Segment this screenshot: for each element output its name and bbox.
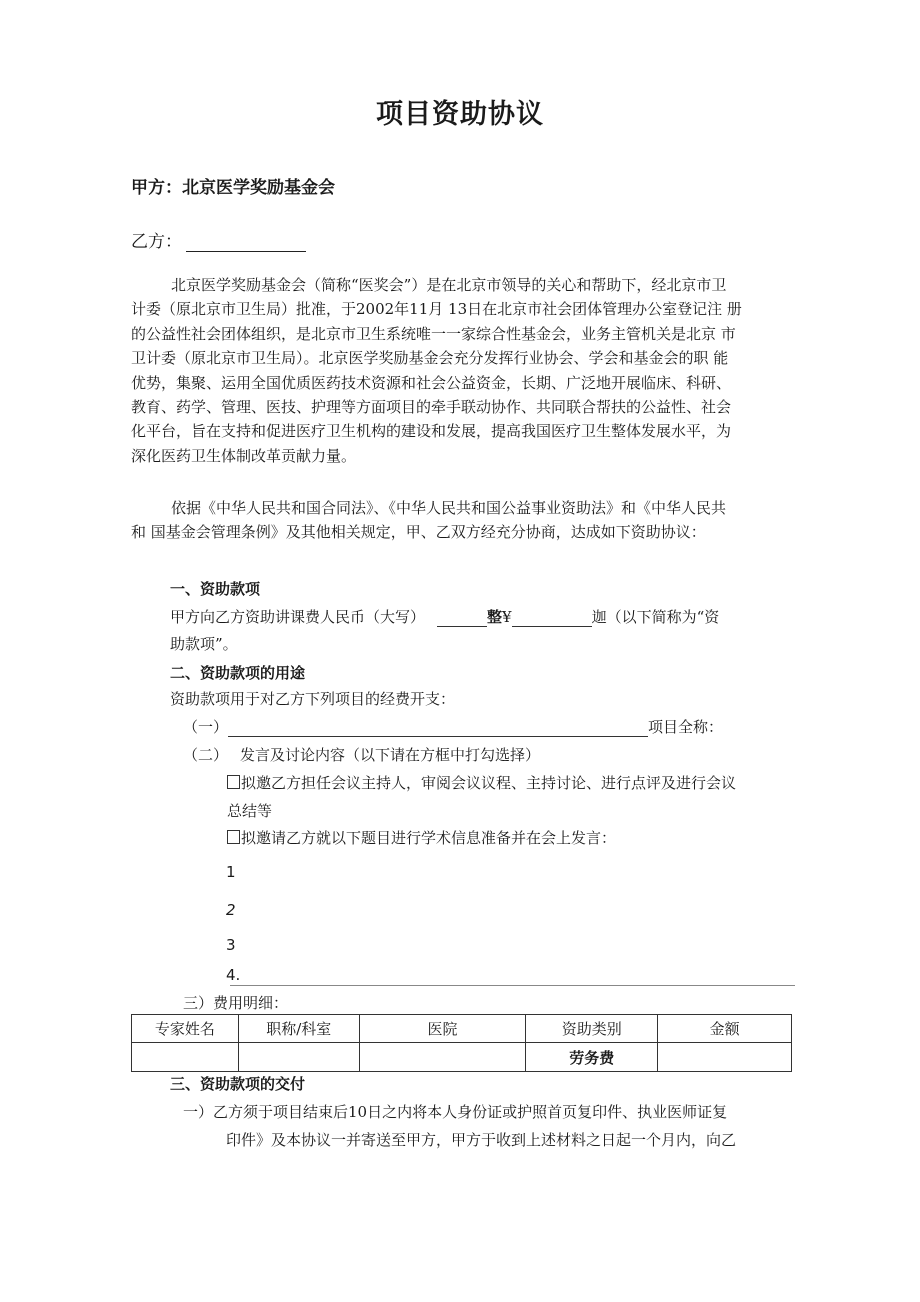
checkbox-speak-option[interactable] [227,830,240,844]
intro-line: 北京医学奖励基金会（简称“医奖会”）是在北京市领导的关心和帮助下，经北京市卫 [171,276,727,294]
section3-item1-line2: 印件》及本协议一并寄送至甲方，甲方于收到上述材料之日起一个月内，向乙 [226,1131,737,1149]
amount-whole-mark: 整 [487,608,503,626]
topic-3: 3 [226,936,236,954]
cell-hospital[interactable] [359,1043,526,1072]
amount-suffix: 迦（以下简称为“资 [591,608,720,626]
project-name-blank [228,720,648,737]
item1-suffix: 项目全称： [648,718,724,736]
party-a: 甲方：北京医学奖励基金会 [131,178,335,198]
basis-paragraph [131,496,795,545]
fee-heading: 三）费用明细： [183,994,289,1012]
fee-table-header-row [132,1015,792,1043]
yen-symbol: ¥ [502,608,512,626]
section3-item1-line1: 一）乙方须于项目结束后10日之内将本人身份证或护照首页复印件、执业医师证复 [183,1103,728,1121]
section2-item1 [183,716,723,737]
item2-text: 发言及讨论内容（以下请在方框中打勾选择） [240,746,541,764]
option-speak [227,827,616,848]
party-b [131,227,306,252]
fee-table [131,1014,792,1072]
party-b-blank [186,233,306,252]
amount-number-blank [512,610,592,627]
header-amount: 金额 [658,1015,792,1043]
section2-item2 [183,744,540,765]
basis-line: 和 国基金会管理条例》及其他相关规定，甲、乙双方经充分协商，达成如下资助协议： [131,523,706,542]
header-expert-name: 专家姓名 [132,1015,239,1043]
intro-line: 卫计委（原北京市卫生局）。北京医学奖励基金会充分发挥行业协会、学会和基金会的职 能 [131,349,729,368]
item1-label: （一） [183,718,229,736]
intro-line: 教育、药学、管理、医技、护理等方面项目的牵手联动协作、共同联合帮扶的公益性、社会 [131,397,732,416]
option-host [227,772,736,793]
party-b-label: 乙方： [131,232,182,252]
document-title: 项目资助协议 [376,99,544,130]
section1-heading: 一、资助款项 [170,580,261,598]
intro-paragraph [131,273,795,468]
amount-prefix: 甲方向乙方资助讲课费人民币（大写） [170,608,426,626]
option-host-cont: 总结等 [227,802,273,820]
topic-2: 2 [226,901,236,919]
header-funding-type: 资助类别 [526,1015,658,1043]
amount-words-blank [437,610,487,627]
intro-line: 优势，集聚、运用全国优质医药技术资源和社会公益资金，长期、广泛地开展临床、科研、 [131,373,732,392]
cell-amount[interactable] [658,1043,792,1072]
header-hospital: 医院 [359,1015,526,1043]
cell-title-dept[interactable] [238,1043,359,1072]
topic-4: 4. [226,966,241,984]
intro-line: 化平台，旨在支持和促进医疗卫生机构的建设和发展，提高我国医疗卫生整体发展水平，为 [131,422,732,441]
section1-amount-line [170,606,719,627]
checkbox-host-option[interactable] [227,775,240,789]
option2-text: 拟邀请乙方就以下题目进行学术信息准备并在会上发言： [241,829,617,847]
topic-1: 1 [226,863,236,881]
item2-label: （二） [183,746,229,764]
header-title-dept: 职称/科室 [238,1015,359,1043]
section3-heading: 三、资助款项的交付 [170,1075,306,1093]
intro-line: 的公益性社会团体组织，是北京市卫生系统唯一一家综合性基金会，业务主管机关是北京 市 [131,324,736,343]
intro-line: 计委（原北京市卫生局）批准，于2002年11月 13日在北京市社会团体管理办公室登记注 册 [131,300,742,319]
intro-line: 深化医药卫生体制改革贡献力量。 [131,446,357,465]
topic-divider [230,985,795,986]
option1-text: 拟邀乙方担任会议主持人，审阅会议议程、主持讨论、进行点评及进行会议 [241,774,737,792]
cell-expert-name[interactable] [132,1043,239,1072]
section1-line2: 助款项”。 [170,635,238,653]
section2-heading: 二、资助款项的用途 [170,664,306,682]
fee-table-row [132,1043,792,1072]
section2-intro: 资助款项用于对乙方下列项目的经费开支： [170,690,456,708]
basis-line: 依据《中华人民共和国合同法》、《中华人民共和国公益事业资助法》和《中华人民共 [171,499,727,517]
cell-funding-type: 劳务费 [526,1043,658,1072]
